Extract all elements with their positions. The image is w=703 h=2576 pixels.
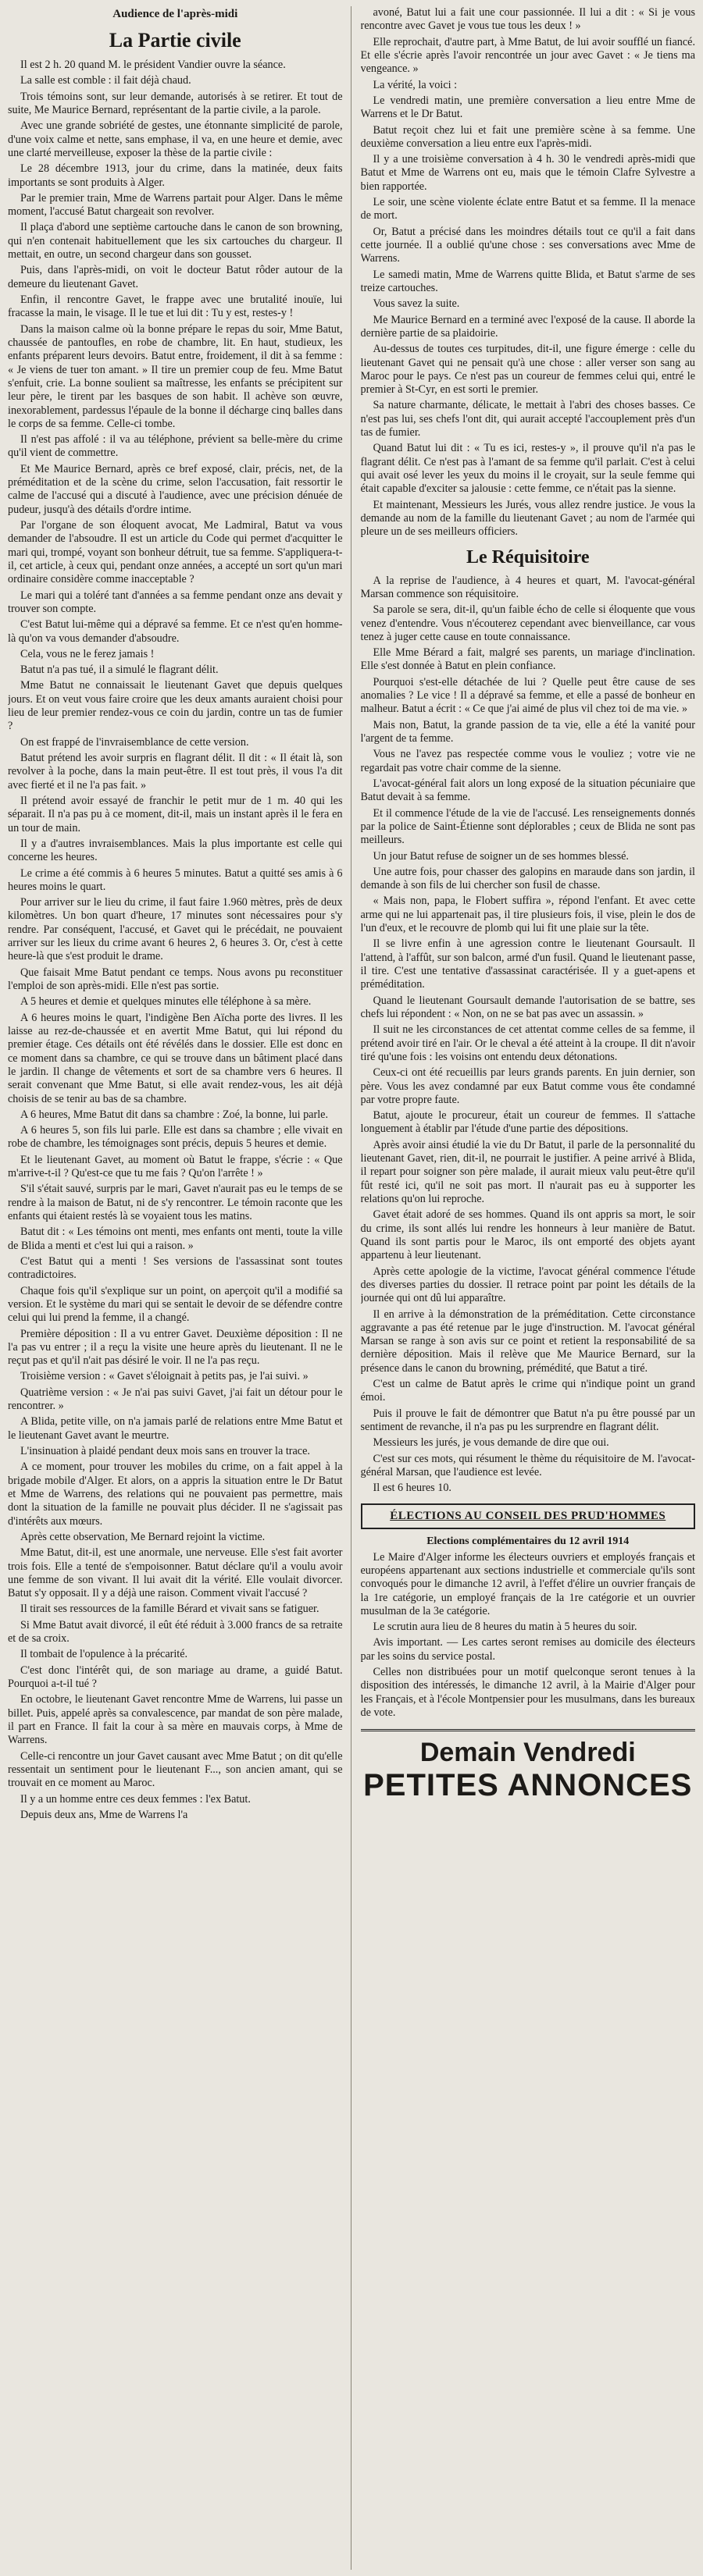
paragraph: Enfin, il rencontre Gavet, le frappe avec une brutalité inouïe, lui fracasse la main, le visage. Il le tue et lui dit : Tu y est, restes-y ! (8, 294, 343, 320)
paragraph: Quatrième version : « Je n'ai pas suivi Gavet, j'ai fait un détour pour le rencontrer. » (8, 1386, 343, 1413)
paragraph: Le vendredi matin, une première conversation a lieu entre Mme de Warrens et le Dr Batut. (360, 94, 695, 121)
elections-text (361, 1551, 696, 1720)
paragraph: Il en arrive à la démonstration de la préméditation. Cette circonstance aggravante a pas été retenue par le juge d'instruction. M. l'avocat général Marsan se range à son avis sur ce point et retient la responsabilité de sa dernière déposition. Mais il relève que Me Maurice Bernard, sur la présence dans le canon du browning, prémédité, que Batut a tiré. (360, 1308, 695, 1375)
paragraph: Il est 2 h. 20 quand M. le président Vandier ouvre la séance. (20, 59, 286, 71)
left-column (8, 6, 352, 2570)
paragraph: Sa parole se sera, dit-il, qu'un faible écho de celle si éloquente que vous venez d'entendre. Vous n'écouterez cependant avec bienveillance, car vous tenez à juger cette cause en toute connaissance. (360, 603, 695, 643)
paragraph: Batut dit : « Les témoins ont menti, mes enfants ont menti, toute la ville de Blida a menti et c'est lui qui a raison. » (8, 1226, 343, 1252)
paragraph: Troisième version : « Gavet s'éloignait à petits pas, je l'ai suivi. » (20, 1370, 309, 1383)
paragraph: Elle reprochait, d'autre part, à Mme Batut, de lui avoir soufflé un fiancé. Et elle s'écrie après l'avoir rencontrée un jour avec Gavet : « Je tiens ma vengeance. » (360, 35, 695, 76)
elections-title: ÉLECTIONS AU CONSEIL DES PRUD'HOMMES (390, 1509, 666, 1522)
paragraph: Il tirait ses ressources de la famille Bérard et vivait sans se fatiguer. (20, 1603, 319, 1616)
ad-line-2: PETITES ANNONCES (363, 1768, 693, 1803)
elections-subtitle: Elections complémentaires du 12 avril 1914 (426, 1535, 630, 1547)
paragraph: Par l'organe de son éloquent avocat, Me Ladmiral, Batut va vous demander de l'absoudre. Il est un article du Code qui permet d'acquitter le mari qui, trompé, voyant son bonheur détruit, tue sa femme. S'appliquera-t-il, cet article, à ceux qui, pendant onze années, a accepté un sort qu'un mari ordinaire considère comme inacceptable ? (8, 519, 343, 586)
paragraph: Et le lieutenant Gavet, au moment où Batut le frappe, s'écrie : « Que m'arrive-t-il ? Qu'est-ce que tu me fais ? Qu'on l'arrête ! » (8, 1153, 343, 1180)
paragraph: A 6 heures moins le quart, l'indigène Ben Aïcha porte des livres. Il les laisse au rez-de-chaussée et en avertit Mme Batut, qui lui répond du premier étage. Ces détails ont été révélés dans le dossier. Elle est donc en ce moment dans sa chambre, ce qui se trouve dans un bâtiment placé dans le jardin. Il change de vêtements et sort de sa chambre vers 6 heures. Il serait convenant que Mme Batut, si elle avait rendez-vous, les ait déjà choisis de se tenir au bas de sa chambre. (8, 1011, 343, 1105)
right-column (361, 6, 696, 2570)
paragraph: Il y a une troisième conversation à 4 h. 30 le vendredi après-midi que Batut et Mme de Warrens ont eu, mais que le témoin Clafre Sylvestre a bien rapportée. (360, 153, 695, 193)
paragraph: Messieurs les jurés, je vous demande de dire que oui. (373, 1436, 609, 1450)
paragraph: Trois témoins sont, sur leur demande, autorisés à se retirer. Et tout de suite, Me Maurice Bernard, représentant de la partie civile, a la parole. (8, 90, 343, 116)
paragraph: A Blida, petite ville, on n'a jamais parlé de relations entre Mme Batut et le lieutenant Gavet avant le meurtre. (8, 1415, 343, 1442)
paragraph: Ceux-ci ont été recueillis par leurs grands parents. En juin dernier, son père. Vous les avez condamné par eux Batut comme vous ête condamné par votre propre faute. (360, 1066, 695, 1106)
paragraph: Avis important. — Les cartes seront remises au domicile des électeurs par les soins du service postal. (360, 1636, 695, 1663)
paragraph: Par le premier train, Mme de Warrens partait pour Alger. Dans le même moment, l'accusé Batut chargeait son revolver. (8, 191, 343, 219)
paragraph: Avec une grande sobriété de gestes, une étonnante simplicité de parole, d'une voix calme et nette, sans emphase, il va, en une heure et demie, avec une clarté merveilleuse, exposer la thèse de la partie civile : (8, 119, 343, 159)
paragraph: Il prétend avoir essayé de franchir le petit mur de 1 m. 40 qui les séparait. Il n'a pas pu à ce moment, dit-il, mais un instant après il le fera en un tour de main. (8, 794, 343, 834)
paragraph: Chaque fois qu'il s'explique sur un point, on aperçoit qu'il a modifié sa version. Et le système du mari qui se sentait le devoir de se défendre contre celui qui lui prend la femme, il a changé. (8, 1284, 343, 1325)
paragraph: Pourquoi s'est-elle détachée de lui ? Quelle peut être cause de ses anomalies ? Le vice ! Il a dépravé sa femme, et elle a passé de bonheur en malheur. Batut a écrit : « Ce que j'ai aimé de plus vil chez toi de ma vie. » (360, 675, 695, 716)
paragraph: Un jour Batut refuse de soigner un de ses hommes blessé. (373, 849, 629, 863)
paragraph: L'avocat-général fait alors un long exposé de la situation pécuniaire que Batut devait à sa femme. (360, 777, 695, 804)
paragraph: Quand le lieutenant Goursault demande l'autorisation de se battre, ses chefs lui répondent : « Non, on ne se bat pas avec un assassin. » (360, 994, 695, 1020)
paragraph: Il est 6 heures 10. (373, 1482, 451, 1495)
paragraph: S'il s'était sauvé, surpris par le mari, Gavet n'aurait pas eu le temps de se rendre à la maison de Batut, ni de s'y rencontrer. Le témoin raconte que les enfants qui étaient restés là se voyaient tous les matins. (8, 1183, 343, 1222)
paragraph: Vous savez la suite. (373, 297, 460, 311)
paragraph: Batut reçoit chez lui et fait une première scène à sa femme. Une deuxième conversation a lieu entre eux l'après-midi. (360, 123, 695, 150)
paragraph: Il tombait de l'opulence à la précarité. (20, 1648, 188, 1661)
paragraph: L'insinuation à plaidé pendant deux mois sans en trouver la trace. (20, 1445, 310, 1457)
paragraph: Or, Batut a précisé dans les moindres détails tout ce qu'il a fait dans cette journée. Il a oublié qu'une chose : ses conversations avec Mme de Warrens. (360, 225, 695, 265)
paragraph: Sa nature charmante, délicate, le mettait à l'abri des choses basses. Ce n'est pas lui, ses chefs l'ont dit, qui aurait accepté l'accouplement près d'un tas de fumier. (360, 399, 695, 439)
paragraph: C'est Batut qui a menti ! Ses versions de l'assassinat sont toutes contradictoires. (8, 1254, 343, 1282)
petites-annonces-ad (361, 1729, 696, 1803)
paragraph: Après avoir ainsi étudié la vie du Dr Batut, il parle de la personnalité du lieutenant Gavet, rien, dit-il, ne pourrait le justifier. A peine arrivé à Blida, il repart pour soigner son père malade, il aurait mieux valu peut-être qu'il fût resté ici, qu'il ne soit pas mort. Il n'aurait pas eu à supporter les relations qu'on lui reproche. (360, 1138, 695, 1205)
paragraph: Il y a un homme entre ces deux femmes : l'ex Batut. (20, 1792, 251, 1806)
paragraph: Le soir, une scène violente éclate entre Batut et sa femme. Il la menace de mort. (360, 196, 695, 222)
paragraph: A 5 heures et demie et quelques minutes elle téléphone à sa mère. (20, 995, 312, 1009)
paragraph: Batut, ajoute le procureur, était un coureur de femmes. Il s'attache longuement à établir par l'étude d'une partie des dépositions. (360, 1109, 695, 1136)
paragraph: Il y a d'autres invraisemblances. Mais la plus importante est celle qui concerne les heures. (8, 837, 343, 864)
paragraph: Pour arriver sur le lieu du crime, il faut faire 1.960 mètres, près de deux kilomètres. Un bon quart d'heure, 17 minutes sont nécessaires pour s'y rendre. Par conséquent, l'accusé, et Gavet qui le précédait, ne pouvaient arriver sur les lieux du crime avant 6 heures 2, 6 heures 3. Or, c'est à cette heure-là que s'est produit le drame. (8, 896, 343, 963)
paragraph: Une autre fois, pour chasser des galopins en maraude dans son jardin, il demande à son fils de lui chercher son fusil de chasse. (360, 865, 695, 892)
paragraph: Il plaça d'abord une septième cartouche dans le canon de son browning, qui n'en contenait habituellement que les six cartouches du chargeur. Il mettait, en outre, un second chargeur dans son gousset. (8, 221, 343, 262)
paragraph: Le crime a été commis à 6 heures 5 minutes. Batut a quitté ses amis à 6 heures moins le quart. (8, 866, 343, 893)
paragraph: Il n'est pas affolé : il va au téléphone, prévient sa belle-mère du crime qu'il vient de commettre. (8, 433, 343, 460)
partie-civile-text (8, 59, 343, 1822)
paragraph: Le Maire d'Alger informe les électeurs ouvriers et employés français et européens appartenant aux sections industrielle et commerciale qu'ils sont convoqués pour le dimanche 12 avril, à l'effet d'élire un ouvrier français de la 1re catégorie, un employé français de la 1re catégorie et un ouvrier musulman de la 3e catégorie. (360, 1550, 695, 1617)
paragraph: avoné, Batut lui a fait une cour passionnée. Il lui a dit : « Si je vous rencontre avec Gavet je vous tue tous les deux ! » (360, 6, 695, 33)
paragraph: Le 28 décembre 1913, jour du crime, dans la matinée, deux faits importants se sont produits à Alger. (8, 162, 343, 189)
paragraph: Le samedi matin, Mme de Warrens quitte Blida, et Batut s'arme de ses treize cartouches. (360, 268, 695, 294)
partie-civile-continued-text (361, 6, 696, 539)
paragraph: Celles non distribuées pour un motif quelconque seront tenues à la disposition des intéressés, le dimanche 12 avril, à la Mairie d'Alger pour les Français, et à l'école Montpensier pour les musulmans, dans les bureaux de vote. (360, 1666, 695, 1719)
paragraph: En octobre, le lieutenant Gavet rencontre Mme de Warrens, lui passe un billet. Puis, appelé après sa convalescence, par mandat de son père malade, il part en France. Il fait la cour à sa mère en mauvais corps, à Mme de Warrens. (8, 1693, 343, 1747)
paragraph: Gavet était adoré de ses hommes. Quand ils ont appris sa mort, le soir du crime, ils sont allés lui rendre les honneurs à leur manière de Batut. Quand ils sont partis pour le Maroc, ils ont emporté des objets ayant appartenu à leur lieutenant. (360, 1208, 695, 1262)
paragraph: Après cette observation, Me Bernard rejoint la victime. (20, 1530, 266, 1543)
paragraph: Le scrutin aura lieu de 8 heures du matin à 5 heures du soir. (373, 1621, 637, 1634)
elections-box (361, 1503, 696, 1529)
paragraph: Il suit ne les circonstances de cet attentat comme celles de sa femme, il prétend avoir tiré en l'air. Or le cheval a été atteint à la croupe. Il dit n'avoir tiré qu'une fois : les voisins ont entendu deux détonations. (360, 1023, 695, 1063)
paragraph: Quand Batut lui dit : « Tu es ici, restes-y », il prouve qu'il n'a pas le flagrant délit. Ce n'est pas à l'amant de sa femme qu'il parlait. C'est à celui qui avait osé lever les yeux du moins il le croyait, sur la seule femme qui était capable d'exciter sa jalousie : cette femme, ce n'était pas la sienne. (360, 442, 695, 496)
paragraph: Et il commence l'étude de la vie de l'accusé. Les renseignements donnés par la police de Saint-Étienne sont déplorables ; ceux de Blida ne sont pas meilleurs. (360, 806, 695, 847)
paragraph: Puis, dans l'après-midi, on voit le docteur Batut rôder autour de la demeure du lieutenant Gavet. (8, 264, 343, 290)
paragraph: « Mais non, papa, le Flobert suffira », répond l'enfant. Et avec cette arme qui ne lui appartenait pas, il tire plusieurs fois, il vise, plein le dos de l'un d'eux, et le recouvre de plomb qui lui fit une plaie sur la tête. (360, 895, 695, 935)
ad-line-1: Demain Vendredi (419, 1738, 636, 1768)
paragraph: C'est un calme de Batut après le crime qui n'indique point un grand émoi. (360, 1378, 695, 1404)
paragraph: Mais non, Batut, la grande passion de ta vie, elle a été la vanité pour l'argent de ta femme. (360, 718, 695, 745)
paragraph: Il se livre enfin à une agression contre le lieutenant Goursault. Il l'attend, à l'affût, sur son balcon, armé d'un fusil. Quand le lieutenant passe, il tire. C'est une tentative d'assassinat caractérisée. Il y a guet-apens et préméditation. (360, 938, 695, 991)
section-title-partie-civile: La Partie civile (109, 29, 241, 52)
paragraph: La salle est comble : il fait déjà chaud. (20, 74, 191, 87)
paragraph: Elle Mme Bérard a fait, malgré ses parents, un mariage d'inclination. Elle s'est donnée à Batut en plein confiance. (360, 646, 695, 673)
session-kicker: Audience de l'après-midi (112, 8, 238, 20)
paragraph: Cela, vous ne le ferez jamais ! (20, 647, 155, 660)
paragraph: A la reprise de l'audience, à 4 heures et quart, M. l'avocat-général Marsan commence son réquisitoire. (360, 574, 695, 600)
paragraph: C'est sur ces mots, qui résument le thème du réquisitoire de M. l'avocat-général Marsan, que l'audience est levée. (360, 1452, 695, 1478)
paragraph: A 6 heures 5, son fils lui parle. Elle est dans sa chambre ; elle vivait en robe de chambre, les témoignages sont précis, depuis 5 heures et demie. (8, 1124, 343, 1151)
paragraph: Batut prétend les avoir surpris en flagrant délit. Il dit : « Il était là, son revolver à la poche, dans la main peut-être. Il est tout près, il vous l'a dit avec fierté et il ne l'a pas fait. » (8, 752, 343, 792)
paragraph: Le mari qui a toléré tant d'années a sa femme pendant onze ans devait y trouver son compte. (8, 589, 343, 615)
paragraph: La vérité, la voici : (373, 78, 458, 91)
paragraph: Après cette apologie de la victime, l'avocat général commence l'étude des diverses parties du dossier. Il retrace point par point les détails de la journée qui ont dû lui apparaître. (360, 1265, 695, 1305)
paragraph: Que faisait Mme Batut pendant ce temps. Nous avons pu reconstituer l'emploi de son après-midi. Elle n'est pas sortie. (8, 966, 343, 992)
paragraph: Puis il prouve le fait de démontrer que Batut n'a pu être poussé par un sentiment de revanche, il n'a pas pu les surprendre en flagrant délit. (360, 1407, 695, 1433)
paragraph: Au-dessus de toutes ces turpitudes, dit-il, une figure émerge : celle du lieutenant Gavet qui ne pensait qu'à une chose : aller verser son sang au Maroc pour le pays. Ce n'est pas un coureur de femmes celui qui, entré le premier à St-Cyr, en est sorti le premier. (360, 343, 695, 397)
requisitoire-text (361, 575, 696, 1496)
paragraph: Si Mme Batut avait divorcé, il eût été réduit à 3.000 francs de sa retraite et de sa croix. (8, 1618, 343, 1646)
paragraph: C'est Batut lui-même qui a dépravé sa femme. Et ce n'est qu'en homme-là qu'on va vous demander d'absoudre. (8, 618, 343, 645)
paragraph: Et maintenant, Messieurs les Jurés, vous allez rendre justice. Je vous la demande au nom de la famille du lieutenant Gavet ; au nom de l'armée qui pleure un de ses meilleurs officiers. (360, 498, 695, 539)
section-title-requisitoire: Le Réquisitoire (466, 546, 590, 568)
paragraph: Mme Batut ne connaissait le lieutenant Gavet que depuis quelques jours. Et on veut vous faire croire que les deux amants auraient choisi pour lieu de leur premier rendez-vous ce coin du jardin, contre un tas de fumier ? (8, 679, 343, 733)
paragraph: Celle-ci rencontre un jour Gavet causant avec Mme Batut ; on dit qu'elle ressentait un sentiment pour le lieutenant F..., son ancien amant, qui se trouvait en ce moment au Maroc. (8, 1749, 343, 1790)
paragraph: Vous ne l'avez pas respectée comme vous le vouliez ; votre vie ne regardait pas votre chair comme de la sienne. (360, 748, 695, 774)
paragraph: Batut n'a pas tué, il a simulé le flagrant délit. (20, 664, 219, 677)
paragraph: A ce moment, pour trouver les mobiles du crime, on a fait appel à la brigade mobile d'Alger. Et alors, on a appris la situation entre le Dr Batut et Mme de Warrens, des relations qui ne pouvaient pas permettre, mais dont la situation de la famille ne pouvait plus décider. Il ne s'agissait pas d'intérêts aux mœurs. (8, 1461, 343, 1528)
paragraph: On est frappé de l'invraisemblance de cette version. (20, 735, 249, 749)
paragraph: Mme Batut, dit-il, est une anormale, une nerveuse. Elle s'est fait avorter trois fois. Elle a tenté de s'empoisonner. Batut déclare qu'il a voulu avoir une femme de son vivant. Il lui avait dit la vérité. Elle voulait divorcer. Batut s'y opposait. Il y a déjà une raison. Comment vivait l'accusé ? (8, 1546, 343, 1600)
paragraph: Me Maurice Bernard en a terminé avec l'exposé de la cause. Il aborde la dernière partie de sa plaidoirie. (360, 313, 695, 340)
paragraph: Première déposition : Il a vu entrer Gavet. Deuxième déposition : Il ne l'a pas vu entrer ; il a reçu la visite une heure après du lieutenant. Il ne le reçut pas et qu'il n'ait pas désiré le voir. Il ne l'a pas reçu. (8, 1327, 343, 1368)
paragraph: C'est donc l'intérêt qui, de son mariage au drame, a guidé Batut. Pourquoi a-t-il tué ? (8, 1663, 343, 1690)
paragraph: A 6 heures, Mme Batut dit dans sa chambre : Zoé, la bonne, lui parle. (20, 1108, 328, 1121)
paragraph: Depuis deux ans, Mme de Warrens l'a (20, 1808, 188, 1821)
paragraph: Et Me Maurice Bernard, après ce bref exposé, clair, précis, net, de la préméditation et de la scène du crime, selon l'accusation, fait ressortir le calme de l'accusé qui a discuté à l'audience, avec une précision dénuée de pudeur, jusqu'à des détails d'ordre intime. (8, 462, 343, 516)
paragraph: Dans la maison calme où la bonne prépare le repas du soir, Mme Batut, chaussée de pantoufles, en robe de chambre, lit. En haut, studieux, les enfants préparent leurs devoirs. Batut entre, froidement, il dit à sa femme : « Je viens de tuer ton amant. » Il tire un premier coup de feu. Mme Batut s'enfuit, crie. La bonne soulient sa maîtresse, les enfants se précipitent sur leur père, le tirent par les basques de son habit. Il achève son œuvre, inexorablement, pardessus l'épaule de la bonne il décharge cinq balles dans le corps de sa femme. Celle-ci tombe. (8, 322, 343, 430)
